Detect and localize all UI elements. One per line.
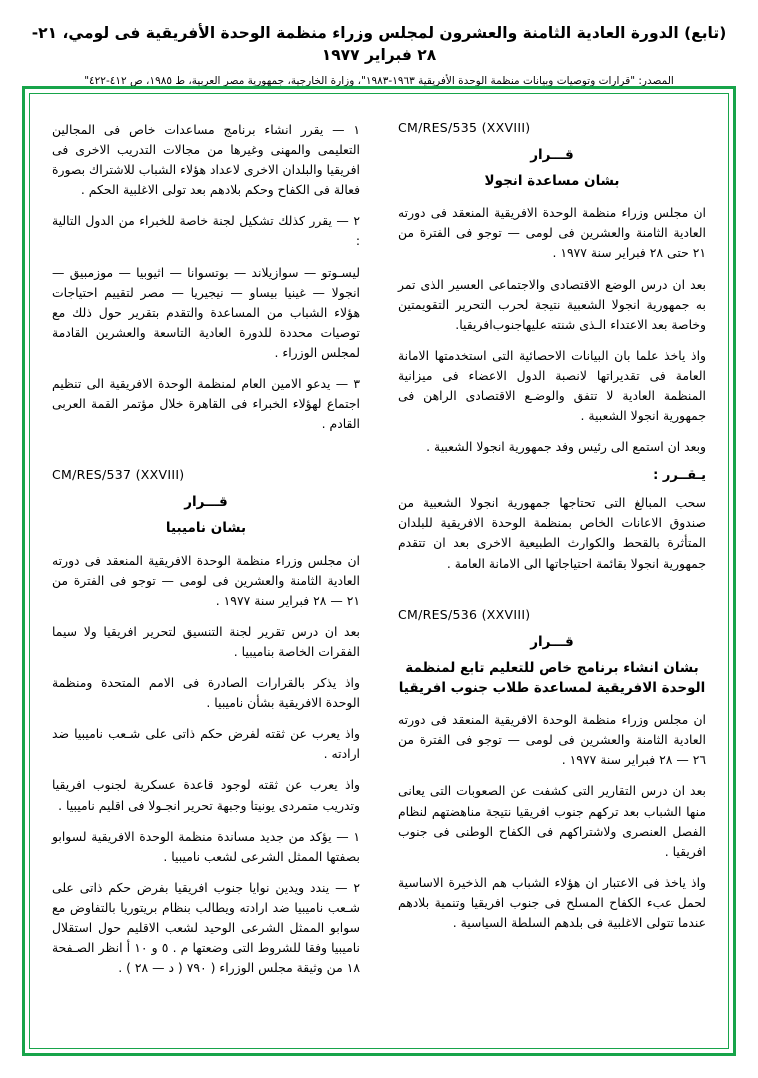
paragraph: وبعد ان استمع الى رئيس وفد جمهورية انجولا الشعبية . xyxy=(426,439,706,455)
column-right xyxy=(392,120,706,1030)
section-spacer xyxy=(52,445,360,467)
paragraph: واذ ياخذ فى الاعتبار ان هؤلاء الشباب هم الذخيرة الاساسية لحمل عبء الكفاح المسلح فى جنوب افريقيا وتنمية بلادهم عندما تتولى الاغلبية فى بلدهم السلطة السياسية . xyxy=(398,874,706,930)
resolution-537 xyxy=(52,467,360,978)
paragraph: ان مجلس وزراء منظمة الوحدة الافريقية المنعقد فى دورته العادية الثامنة والعشرين فى لومى — توجو فى الفترة من ٢٦ — ٢٨ فبراير سنة ١٩٧٧ . xyxy=(398,712,706,768)
source-note: المصدر: "قرارات وتوصيات وبيانات منظمة الوحدة الأفريقية ١٩٦٣-١٩٨٣"، وزارة الخارجية، جمهورية مصر العربية، ط ١٩٨٥، ص ٤١٢-٤٢٢" xyxy=(84,74,674,87)
decides-label: يـقــرر : xyxy=(653,468,706,484)
paragraph: واذ ياخذ علما بان البيانات الاحصائية التى استخدمتها الامانة العامة فى تقديراتها لانصبة الدول الاعضاء فى ميزانية المنظمة العادية لا تتفق والوضـع الاقتصادى الراهن فى جمهورية انجولا الشعبية . xyxy=(398,347,706,424)
paragraph: ١ — يؤكد من جديد مساندة منظمة الوحدة الافريقية لسوابو بصفتها الممثل الشرعى لشعب ناميبيا . xyxy=(52,828,360,864)
paragraph: واذ يذكر بالقرارات الصادرة فى الامم المتحدة ومنظمة الوحدة الافريقية بشأن ناميبيا . xyxy=(52,675,360,711)
paragraph: ٢ — يقرر كذلك تشكيل لجنة خاصة للخبراء من الدول التالية : xyxy=(52,213,360,249)
page-title: (تابع) الدورة العادية الثامنة والعشرون لمجلس وزراء منظمة الوحدة الأفريقية فى لومي، ٢١- ٢٨ فبراير ١٩٧٧ xyxy=(31,24,727,65)
paragraph: واذ يعرب عن ثقته لفرض حكم ذاتى على شـعب ناميبيا ضد ارادته . xyxy=(52,726,360,762)
paragraph: واذ يعرب عن ثقته لوجود قاعدة عسكرية لجنوب افريقيا وتدريب متمردى يونيتا وجبهة تحرير انجـولا فى اقليم ناميبيا . xyxy=(52,777,360,813)
paragraph: ١ — يقرر انشاء برنامج مساعدات خاص فى المجالين التعليمى والمهنى وغيرها من مجالات التدريب الاخرى فى افريقيا والبلدان الاخرى لاعداد هؤلاء الشباب للاشتراك بصورة فعالة فى الكفاح وحكم بلادهم بعد تولى الاغلبية الحكم . xyxy=(52,122,360,198)
decision-heading: قـــرار xyxy=(184,494,228,511)
paragraph: ليسـوتو — سوازيلاند — بوتسوانا — اثيوبيا — موزمبيق — انجولا — غينيا بيساو — نيجيريا — مصر لتقييم احتياجات هؤلاء الشباب من المساعدة والتقدم بتقرير حول ذلك مع توصيات محددة للدورة العادية التاسعة والعشرين القادمة لمجلس الوزراء . xyxy=(52,264,360,360)
column-left xyxy=(52,120,366,1030)
paragraph: ان مجلس وزراء منظمة الوحدة الافريقية المنعقد فى دورته العادية الثامنة والعشرين فى لومى — توجو فى الفترة من ٢١ حتى ٢٨ فبراير سنة ١٩٧٧ . xyxy=(398,205,706,261)
paragraph: ان مجلس وزراء منظمة الوحدة الافريقية المنعقد فى دورته العادية الثامنة والعشرين فى لومى — توجو فى الفترة من ٢١ — ٢٨ فبراير سنة ١٩٧٧ . xyxy=(52,552,360,608)
green-border-frame xyxy=(22,86,736,1056)
paragraph: ٣ — يدعو الامين العام لمنظمة الوحدة الافريقية الى تنظيم اجتماع لهؤلاء الخبراء فى القاهرة خلال مؤتمر القمة العربى القادم . xyxy=(52,376,360,432)
paragraph: سحب المبالغ التى تحتاجها جمهورية انجولا الشعبية من صندوق الاعانات الخاص بمنظمة الوحدة الافريقية للبلدان المتأثرة بالقحط والكوارث الطبيعية الاخرى بعد ان تتقدم جمهورية انجولا بقائمة احتياجاتها الى الامانة العامة . xyxy=(398,495,706,571)
resolution-code: CM/RES/536 (XXVIII) xyxy=(398,606,531,622)
paragraph: بعد ان درس تقرير لجنة التنسيق لتحرير افريقيا ولا سيما الفقرات الخاصة بناميبيا . xyxy=(52,623,360,659)
decision-heading: قـــرار xyxy=(530,633,574,650)
paragraph: بعد ان درس الوضع الاقتصادى والاجتماعى العسير الذى تمر به جمهورية انجولا الشعبية نتيجة لحرب التحرير التقويمتين وخاصة بعد الاعتداء الـذى شنته عليهاجنوب‌افريقيا. xyxy=(398,276,706,332)
resolution-title: بشان انشاء برنامج خاص للتعليم تابع لمنظمة الوحدة الافريقية لمساعدة طلاب جنوب افريقيا xyxy=(398,659,706,696)
resolution-title: بشان ناميبيا xyxy=(165,520,247,537)
paragraph: بعد ان درس التقارير التى كشفت عن الصعوبات التى يعانى منها الشباب بعد تركهم جنوب افريقيا نتيجة مناهضتهم لنظام الفصل العنصرى ولاشتراكهم فى الكفاح الوطنى فى جنوب افريقيا . xyxy=(398,783,706,859)
resolution-535 xyxy=(398,120,706,574)
two-column-layout xyxy=(30,94,728,1048)
page-header xyxy=(0,0,758,89)
resolution-title: بشان مساعدة انجولا xyxy=(484,173,620,189)
continued-decisions xyxy=(52,120,360,434)
resolution-code: CM/RES/537 (XXVIII) xyxy=(52,467,185,483)
resolution-code: CM/RES/535 (XXVIII) xyxy=(398,120,531,135)
paragraph: ٢ — يندد ويدين نوايا جنوب افريقيا بفرض حكم ذاتى على شـعب ناميبيا ضد ارادته ويطالب بنظام بريتوريا بالتفاوض مع سوابو الممثل الشرعى الوحيد لشعب الاقليم حول استقلال ناميبيا وفقا للشروط التى وضعتها م . ٥ و ١٠ أ انظر الصـفحة ١٨ من وثيقة مجلس الوزراء ( ٧٩٠ ( د — ٢٨ ) . xyxy=(52,879,360,976)
decision-heading: قـــرار xyxy=(530,147,574,163)
green-border-inner xyxy=(29,93,729,1049)
resolution-536 xyxy=(398,607,706,933)
section-spacer xyxy=(398,585,706,607)
